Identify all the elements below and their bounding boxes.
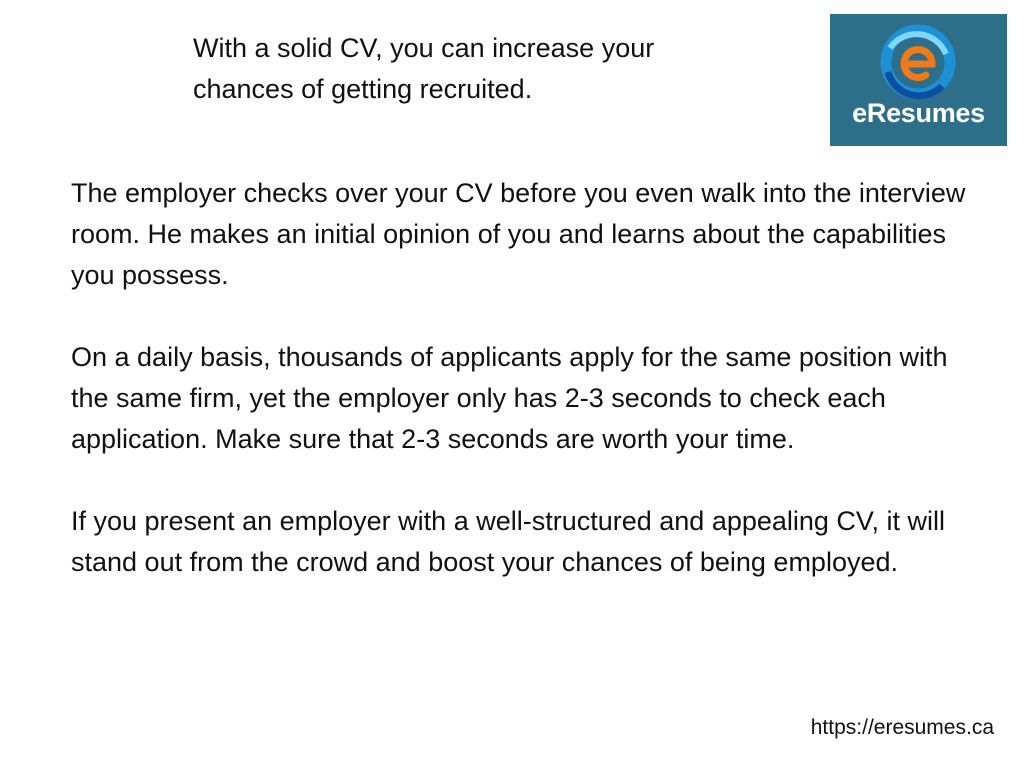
eresumes-logo	[830, 14, 1007, 146]
paragraph-daily-applicants: On a daily basis, thousands of applicants apply for the same position with the same firm, yet the employer only has 2-3 seconds to check each application. Make sure that 2-3 seconds are worth your time.	[71, 342, 948, 454]
slide-body	[71, 173, 971, 624]
logo-wordmark: eResumes	[852, 98, 985, 128]
paragraph-well-structured-cv: If you present an employer with a well-structured and appealing CV, it will stand out from the crowd and boost your chances of being employed.	[71, 506, 945, 577]
slide-subtitle: With a solid CV, you can increase your chances of getting recruited.	[193, 33, 655, 104]
paragraph-employer-checks: The employer checks over your CV before you even walk into the interview room. He makes an initial opinion of you and learns about the capabilities you possess.	[71, 178, 966, 290]
footer-website-link[interactable]: https://eresumes.ca	[810, 716, 994, 739]
